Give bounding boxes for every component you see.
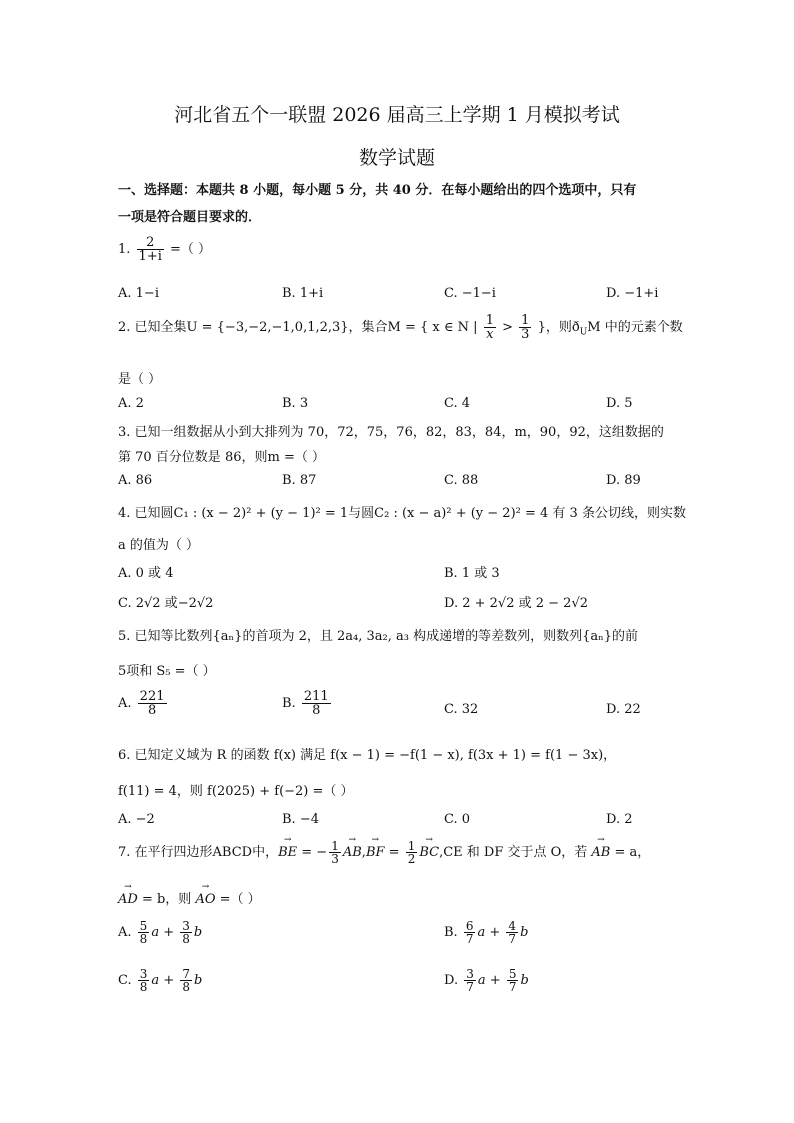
- q7-d-d1: 7: [466, 980, 474, 994]
- q2-fraction-1: [484, 314, 496, 341]
- q6-option-b: B. −4: [282, 812, 319, 827]
- q3-option-a: A. 86: [118, 473, 153, 488]
- q5-b-den: 8: [312, 703, 321, 718]
- question-5-line1: 5. 已知等比数列{aₙ}的首项为 2，且 2a₄, 3a₂, a₃ 构成递增的等差数列，则数列{aₙ}的前: [118, 629, 638, 644]
- q7-frac1-den: 3: [331, 852, 339, 866]
- q7-c-n1: 3: [139, 967, 148, 981]
- q1-option-a: A. 1−i: [118, 286, 159, 301]
- q2-option-c: C. 4: [444, 396, 471, 411]
- q7-option-a: [118, 920, 202, 945]
- q7-eq2: =: [384, 845, 404, 860]
- q7-vec-ab2: → AB: [591, 845, 610, 860]
- q7-vec-ao: → AO: [195, 892, 215, 907]
- q6-option-a: A. −2: [118, 812, 155, 827]
- q7-frac2: [406, 840, 418, 865]
- q5-option-d: D. 22: [606, 702, 641, 717]
- question-3-line1: 3. 已知一组数据从小到大排列为 70，72，75，76，82，83，84，m，90，92，这组数据的: [118, 425, 664, 440]
- q7-eq1: = −: [297, 845, 328, 860]
- question-1: [118, 236, 211, 263]
- q7-frac2-num: 1: [407, 839, 416, 853]
- q7-a-d1: 8: [139, 932, 148, 946]
- q4-option-d: D. 2 + 2√2 或 2 − 2√2: [444, 596, 588, 611]
- q7-d-label: D.: [444, 973, 459, 988]
- q7-c-n2: 7: [182, 967, 190, 981]
- q7-a-frac2: [180, 920, 192, 945]
- q7-b-d2: 7: [508, 932, 517, 946]
- q7-a-n2: 3: [182, 919, 190, 933]
- q4-option-a: A. 0 或 4: [118, 566, 174, 581]
- q5-a-num: 221: [139, 689, 165, 704]
- q7-a-d2: 8: [182, 932, 190, 946]
- question-2-line2: 是（ ）: [118, 372, 162, 387]
- q7-b-d1: 7: [465, 932, 474, 946]
- q5-option-b: [282, 690, 333, 717]
- q5-a-label: A.: [118, 696, 132, 711]
- q7-text5: =（ ）: [215, 892, 261, 907]
- q7-d-frac1: [464, 968, 476, 993]
- q3-option-d: D. 89: [606, 473, 641, 488]
- q7-vec-ab: → AB: [343, 845, 362, 860]
- q7-frac2-den: 2: [407, 852, 416, 866]
- q2-option-a: A. 2: [118, 396, 144, 411]
- q3-option-b: B. 87: [282, 473, 317, 488]
- q2-frac2-den: 3: [521, 327, 530, 342]
- q2-frac1-num: 1: [485, 313, 494, 328]
- q2-gt: >: [502, 320, 514, 335]
- q7-b-frac2: [506, 920, 518, 945]
- q7-a-var-b: b: [193, 925, 203, 940]
- q5-a-fraction: [138, 690, 167, 717]
- q7-c-d2: 8: [182, 980, 190, 994]
- q1-frac-num: 2: [137, 236, 164, 250]
- q7-frac1-num: 1: [331, 839, 339, 853]
- page-title: 河北省五个一联盟 2026 届高三上学期 1 月模拟考试: [174, 104, 620, 126]
- q1-option-c: C. −1−i: [444, 286, 496, 301]
- q7-a-frac1: [138, 920, 150, 945]
- q2-sub-u: U: [579, 327, 588, 338]
- q6-option-d: D. 2: [606, 812, 633, 827]
- q2-fraction-2: [519, 314, 531, 341]
- q7-text1: 7. 在平行四边形ABCD中，: [118, 845, 279, 860]
- q5-b-label: B.: [282, 696, 296, 711]
- q7-d-plus: +: [489, 973, 501, 988]
- question-2-line1: [118, 314, 683, 341]
- q7-d-d2: 7: [508, 980, 517, 994]
- section-heading-line1: 一、选择题：本题共 8 小题，每小题 5 分，共 40 分．在每小题给出的四个选项中，只有: [118, 183, 637, 198]
- q3-option-c: C. 88: [444, 473, 479, 488]
- q2-text2: }，则ð: [537, 320, 580, 335]
- q2-text1: 2. 已知全集U = {−3,−2,−1,0,1,2,3}，集合M = { x ∈ N |: [118, 320, 478, 335]
- question-5-line2: 5项和 S₅ =（ ）: [118, 664, 216, 679]
- question-4-line2: a 的值为（ ）: [118, 538, 200, 553]
- q7-text3: = a，: [610, 845, 651, 860]
- question-6-line1: 6. 已知定义域为 R 的函数 f(x) 满足 f(x − 1) = −f(1 − x), f(3x + 1) = f(1 − 3x)，: [118, 748, 617, 763]
- q7-option-b: [444, 920, 528, 945]
- q2-option-d: D. 5: [606, 396, 633, 411]
- section-heading-line2: 一项是符合题目要求的．: [118, 210, 262, 225]
- q7-c-var-a: a: [151, 973, 160, 988]
- q7-a-n1: 5: [139, 919, 148, 933]
- q7-a-plus: +: [163, 925, 175, 940]
- q7-a-label: A.: [118, 925, 132, 940]
- q7-d-n1: 3: [466, 967, 474, 981]
- q1-number: 1.: [118, 242, 131, 257]
- q7-vec-be: → BE: [278, 845, 297, 860]
- q7-a-var-a: a: [151, 925, 160, 940]
- q7-d-n2: 5: [508, 967, 517, 981]
- page-subtitle: 数学试题: [358, 147, 435, 169]
- q5-a-den: 8: [147, 703, 157, 718]
- q7-c-frac2: [180, 968, 192, 993]
- q7-comma: ,: [361, 845, 366, 860]
- question-7-line1: [118, 840, 650, 865]
- q7-b-frac1: [464, 920, 476, 945]
- q7-d-var-b: b: [520, 973, 529, 988]
- q7-text2: ,CE 和 DF 交于点 O，若: [439, 845, 592, 860]
- q2-option-b: B. 3: [282, 396, 309, 411]
- q7-b-var-a: a: [477, 925, 486, 940]
- q7-d-frac2: [507, 968, 519, 993]
- question-4-line1: 4. 已知圆C₁ : (x − 2)² + (y − 1)² = 1与圆C₂ : (x − a)² + (y − 2)² = 4 有 3 条公切线，则实数: [118, 506, 686, 521]
- q7-vec-ad: → AD: [118, 892, 138, 907]
- q5-option-a: [118, 690, 169, 717]
- q2-text3: M 中的元素个数: [587, 320, 683, 335]
- q7-b-n1: 6: [465, 919, 474, 933]
- q7-option-c: [118, 968, 202, 993]
- q7-c-var-b: b: [194, 973, 203, 988]
- q7-c-label: C.: [118, 973, 132, 988]
- question-7-line2: [118, 888, 261, 907]
- q1-option-d: D. −1+i: [606, 286, 659, 301]
- q7-b-plus: +: [489, 925, 501, 940]
- question-6-line2: f(11) = 4，则 f(2025) + f(−2) =（ ）: [118, 784, 354, 799]
- q7-b-var-b: b: [520, 925, 529, 940]
- q2-frac1-den: x: [486, 327, 494, 342]
- q1-frac-den: 1+i: [138, 249, 162, 264]
- q7-c-d1: 8: [139, 980, 148, 994]
- q5-b-num: 211: [303, 689, 329, 704]
- q6-option-c: C. 0: [444, 812, 471, 827]
- q7-vec-bc: → BC: [419, 845, 439, 860]
- q1-tail: =（ ）: [170, 242, 212, 257]
- q7-vec-bf: → BF: [366, 845, 385, 860]
- q7-b-n2: 4: [508, 919, 517, 933]
- q1-option-b: B. 1+i: [282, 286, 324, 301]
- q2-frac2-num: 1: [521, 313, 530, 328]
- q5-option-c: C. 32: [444, 702, 479, 717]
- q7-text4: = b，则: [137, 892, 196, 907]
- q4-option-c: C. 2√2 或−2√2: [118, 596, 214, 611]
- q1-fraction: [137, 236, 164, 263]
- question-3-line2: 第 70 百分位数是 86，则m =（ ）: [118, 450, 325, 465]
- q7-d-var-a: a: [477, 973, 486, 988]
- q7-b-label: B.: [444, 925, 458, 940]
- q7-c-frac1: [138, 968, 150, 993]
- q7-frac1: [329, 840, 341, 865]
- q5-b-fraction: [302, 690, 331, 717]
- q7-option-d: [444, 968, 529, 993]
- q7-c-plus: +: [163, 973, 175, 988]
- q4-option-b: B. 1 或 3: [444, 566, 500, 581]
